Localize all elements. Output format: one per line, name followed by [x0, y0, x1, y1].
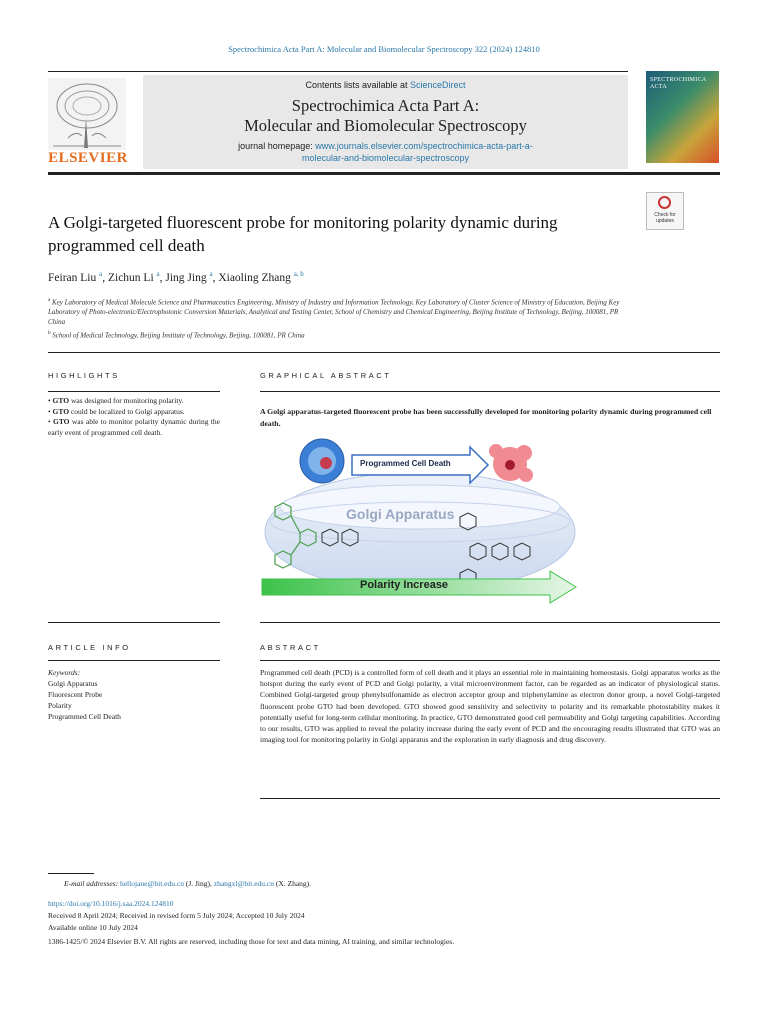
figure-label-polarity-increase: Polarity Increase: [360, 579, 449, 591]
email-link-jing[interactable]: hellojane@bit.edu.cn: [119, 879, 184, 888]
journal-title: [143, 96, 628, 136]
highlights-list: [48, 396, 220, 438]
author-affil-mark[interactable]: a: [209, 270, 213, 278]
received-dates: Received 8 April 2024; Received in revised form 5 July 2024; Accepted 10 July 2024: [48, 911, 305, 920]
graphical-abstract-text: A Golgi apparatus-targeted fluorescent probe has been successfully developed for monitoring polarity dynamic during programmed cell death.: [260, 407, 712, 428]
graphical-abstract-rule: [260, 391, 720, 392]
keywords-label: Keywords:: [48, 668, 81, 677]
email-link-zhang[interactable]: zhangxl@bit.edu.cn: [213, 879, 274, 888]
journal-title-line2: Molecular and Biomolecular Spectroscopy: [244, 116, 527, 135]
highlight-item: • GTO was designed for monitoring polarity.: [48, 396, 184, 405]
highlights-heading: HIGHLIGHTS: [48, 371, 120, 380]
journal-homepage: [143, 140, 628, 164]
article-info-heading: ARTICLE INFO: [48, 643, 131, 652]
section-rule: [48, 352, 720, 353]
header-bottom-rule: [48, 172, 720, 175]
keyword-item: Programmed Cell Death: [48, 712, 121, 721]
affiliation-text: Key Laboratory of Medical Molecule Science and Pharmaceutics Engineering, Ministry of Industry and Information Technology, Key Laboratory of Cluster Science of Ministry of Education, Beijing Key Laboratory of Photo-electronic/Electrophotonic Conversion Materials, Analytical and Testing Center, School of Chemistry and Chemical Engineering, Beijing Institute of Technology, Beijing, 100081, PR China: [48, 298, 620, 327]
copyright-line: 1386-1425/© 2024 Elsevier B.V. All rights are reserved, including those for text and data mining, AI training, and similar technologies.: [48, 937, 455, 946]
homepage-link-line1[interactable]: www.journals.elsevier.com/spectrochimica-acta-part-a-: [315, 141, 533, 151]
graphical-abstract-heading: GRAPHICAL ABSTRACT: [260, 371, 392, 380]
abstract-top-rule: [260, 622, 720, 623]
header-top-rule: [48, 71, 628, 72]
journal-cover-image[interactable]: [646, 71, 719, 163]
graphical-abstract-figure[interactable]: [260, 437, 580, 605]
contents-line: [143, 80, 628, 90]
keywords-block: [48, 667, 218, 722]
highlights-rule: [48, 391, 220, 392]
abstract-bottom-rule: [260, 798, 720, 799]
affiliation-a: [48, 296, 628, 327]
author-affil-mark[interactable]: a: [99, 270, 103, 278]
keyword-item: Fluorescent Probe: [48, 690, 103, 699]
footnote-rule: [48, 873, 94, 874]
highlight-item: • GTO could be localized to Golgi apparatus.: [48, 406, 185, 416]
contents-prefix: Contents lists available at: [305, 80, 411, 90]
author-name[interactable]: Zichun Li: [107, 271, 154, 284]
email-label: E-mail addresses:: [64, 879, 119, 888]
sciencedirect-link[interactable]: ScienceDirect: [410, 80, 466, 90]
email-footnote: [64, 878, 311, 889]
elsevier-wordmark: ELSEVIER: [48, 150, 128, 166]
homepage-prefix: journal homepage:: [238, 141, 316, 151]
author-name[interactable]: Feiran Liu: [48, 271, 97, 284]
check-for-updates-badge[interactable]: [646, 192, 684, 230]
affiliation-text: School of Medical Technology, Beijing Institute of Technology, Beijing, 100081, PR China: [52, 331, 305, 340]
abstract-heading: ABSTRACT: [260, 643, 321, 652]
article-info-rule: [48, 660, 220, 661]
citation-line[interactable]: Spectrochimica Acta Part A: Molecular and Biomolecular Spectroscopy 322 (2024) 124810: [228, 44, 540, 54]
article-info-top-rule: [48, 622, 220, 623]
doi-link[interactable]: https://doi.org/10.1016/j.saa.2024.124810: [48, 899, 174, 908]
highlight-item: • GTO was able to monitor polarity dynamic during the early event of programmed cell death.: [48, 417, 220, 437]
bookmark-icon: [658, 196, 671, 209]
available-online: Available online 10 July 2024: [48, 923, 138, 932]
journal-title-line1: Spectrochimica Acta Part A:: [291, 96, 480, 115]
keyword-item: Polarity: [48, 701, 72, 710]
abstract-text: Programmed cell death (PCD) is a controlled form of cell death and it plays an essential role in maintaining homeostasis. Golgi apparatus works as the hotspot during the early event of PCD and Golgi polarity, a vital microenvironment factor, can be regarded as an indicator of physiological status. Combined Golgi-targeted group phenylsulfonamide as electron acceptor group and triphenylamine as electron donor group, a novel Golgi-targeted fluorescent probe GTO had been developed. GTO showed good sensitivity and selectivity to polarity and its remarkable photostability makes it potentially useful for long-term cellular monitoring. In practice, GTO demonstrated good cell permeability and Golgi targeting capabilities. According to our results, GTO was applied to reveal the polarity increase during the early event of PCD and the encouraging results illustrated that GTO was an imaging tool for monitoring polarity in Golgi apparatus and the exploration in early diagnosis and drug discovery.: [260, 668, 720, 745]
homepage-link-line2[interactable]: molecular-and-biomolecular-spectroscopy: [301, 153, 470, 163]
article-title: A Golgi-targeted fluorescent probe for monitoring polarity dynamic during programmed cell death: [48, 213, 558, 255]
author-name[interactable]: Xiaoling Zhang: [218, 271, 291, 284]
author-affil-mark[interactable]: a, b: [293, 270, 304, 278]
figure-label-programmed-cell-death: Programmed Cell Death: [360, 459, 451, 468]
check-for-updates-label: Check for updates: [654, 212, 676, 224]
email-owner: (J. Jing),: [183, 879, 214, 888]
author-affil-mark[interactable]: a: [156, 270, 160, 278]
abstract-rule: [260, 660, 720, 661]
affiliation-b: [48, 329, 628, 340]
affiliation-label: b: [48, 331, 51, 336]
keyword-item: Golgi Apparatus: [48, 679, 98, 688]
cover-title: SPECTROCHIMICA ACTA: [650, 77, 707, 90]
author-list: Feiran Liu $^a$, Zichun Li $^a$, Jing Jing $^a$, Xiaoling Zhang $^{a, b}$: [48, 270, 304, 284]
email-owner: (X. Zhang).: [273, 879, 312, 888]
figure-label-golgi-apparatus: Golgi Apparatus: [346, 506, 455, 522]
affiliation-label: a: [48, 298, 51, 303]
author-name[interactable]: Jing Jing: [165, 271, 207, 284]
